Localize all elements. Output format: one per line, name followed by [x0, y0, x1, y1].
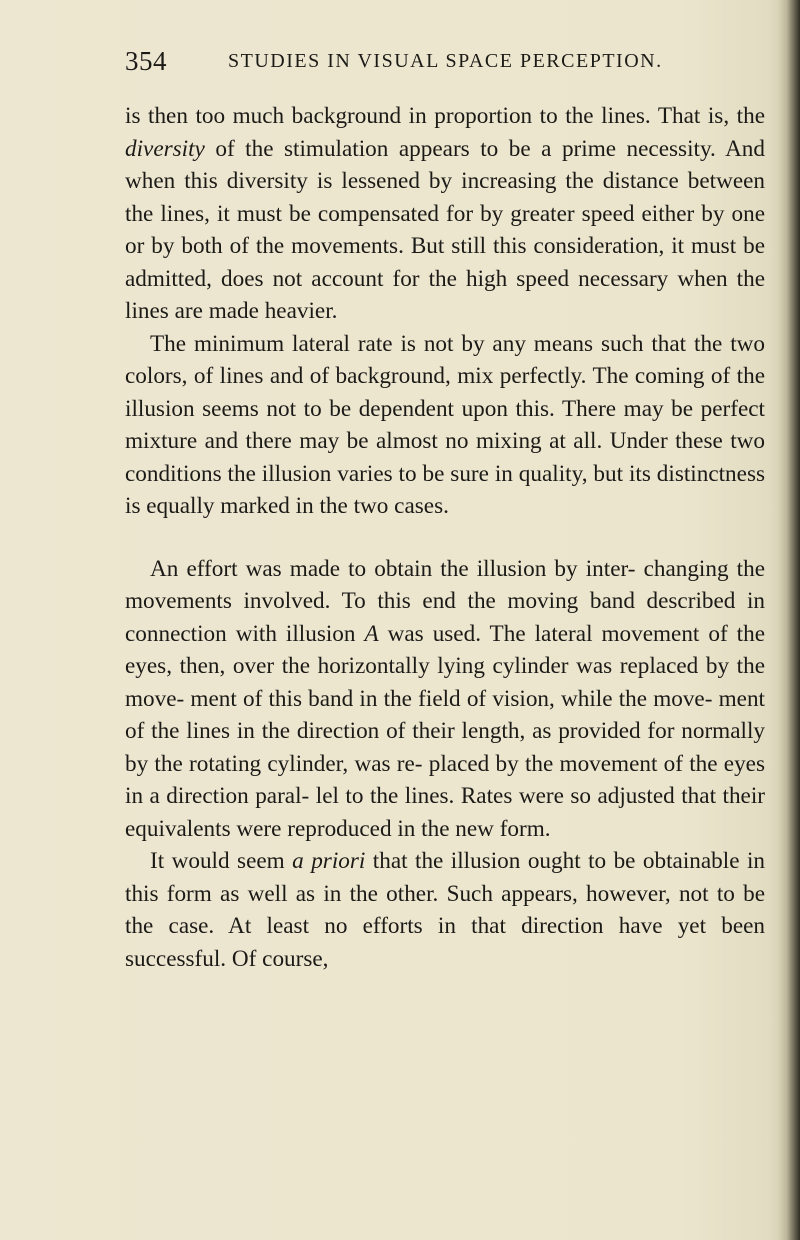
body-text [125, 100, 765, 975]
page-header [125, 46, 685, 80]
paragraph: is then too much background in proportion to the lines. That is, the diversity of the stimulation appears to be a prime necessity. And when this diversity is lessened by increasing the distance between the lines, it must be compensated for by greater speed either by one or by both of the movements. But still this consideration, it must be admitted, does not account for the high speed necessary when the lines are made heavier. [125, 103, 765, 324]
italic-term: A [364, 620, 379, 647]
paragraph: An effort was made to obtain the illusion by inter- changing the movements involved. To this end the moving band described in connection with illusion A was used. The lateral movement of the eyes, then, over the horizontally lying cylinder was replaced by the move- ment of this band in the field of vision, while the move- ment of the lines in the direction of their length, as provided for normally by the rotating cylinder, was re- placed by the movement of the eyes in a direction paral- lel to the lines. Rates were so adjusted that their equivalents were reproduced in the new form. [125, 555, 765, 842]
paragraph: It would seem a priori that the illusion ought to be obtainable in this form as well as in the other. Such appears, however, not to be the case. At least no efforts in that direction have yet been successful. Of course, [125, 848, 765, 972]
italic-term: a priori [292, 848, 366, 874]
italic-term: diversity [125, 135, 205, 162]
page-number: 354 [125, 46, 167, 76]
page-edge-shadow [778, 0, 800, 1240]
paragraph: The minimum lateral rate is not by any means such that the two colors, of lines and of background, mix perfectly. The coming of the illusion seems not to be dependent upon this. There may be perfect mixture and there may be almost no mixing at all. Under these two conditions the illusion varies to be sure in quality, but its distinctness is equally marked in the two cases. [125, 330, 765, 519]
running-head: STUDIES IN VISUAL SPACE PERCEPTION. [228, 50, 663, 72]
